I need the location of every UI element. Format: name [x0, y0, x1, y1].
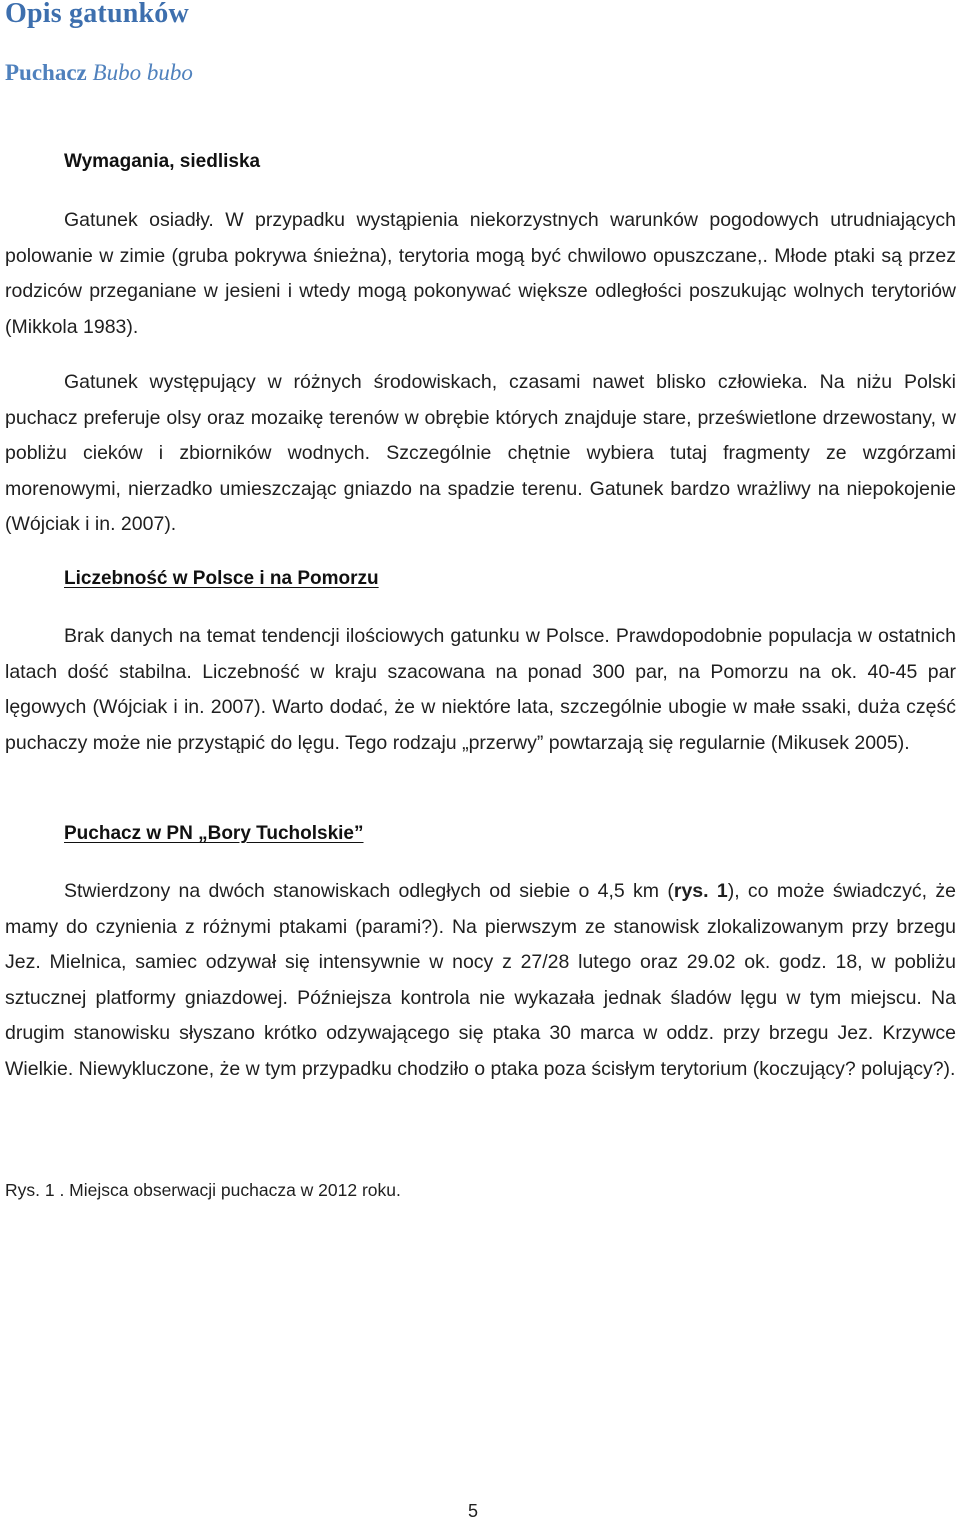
page-number: 5	[468, 1501, 479, 1521]
species-heading	[5, 60, 193, 86]
species-latin-name: Bubo bubo	[92, 60, 193, 85]
park-paragraph: Stwierdzony na dwóch stanowiskach odległych od siebie o 4,5 km (rys. 1), co może świadczyć, że mamy do czynienia z różnymi ptakami (parami?). Na pierwszym ze stanowisk zlokalizowanym przy brzegu Jez. Mielnica, samiec odzywał się intensywnie w nocy z 27/28 lutego oraz 29.02 ok. godz. 18, w pobliżu sztucznej platformy gniazdowej. Późniejsza kontrola nie wykazała jednak śladów lęgu w tym miejscu. Na drugim stanowisku słyszano krótko odzywającego się ptaka 30 marca w oddz. przy brzegu Jez. Krzywce Wielkie. Niewykluczone, że w tym przypadku chodziło o ptaka poza ścisłym terytorium (koczujący? polujący?).	[5, 880, 956, 1080]
habitat-paragraph-1: Gatunek osiadły. W przypadku wystąpienia niekorzystnych warunków pogodowych utrudniających polowanie w zimie (gruba pokrywa śnieżna), terytoria mogą być chwilowo opuszczane,. Młode ptaki są przez rodziców przeganiane w jesieni i wtedy mogą pokonywać większe odległości poszukując wolnych terytoriów (Mikkola 1983).	[5, 209, 956, 338]
page-title: Opis gatunków	[5, 0, 189, 29]
figure-reference: rys. 1	[673, 880, 728, 902]
habitat-heading: Wymagania, siedliska	[64, 151, 261, 172]
population-heading: Liczebność w Polsce i na Pomorzu	[64, 568, 379, 589]
population-paragraph: Brak danych na temat tendencji ilościowych gatunku w Polsce. Prawdopodobnie populacja w ostatnich latach dość stabilna. Liczebność w kraju szacowana na ponad 300 par, na Pomorzu na ok. 40-45 par lęgowych (Wójciak i in. 2007). Warto dodać, że w niektóre lata, szczególnie ubogie w małe ssaki, duża część puchaczy może nie przystąpić do lęgu. Tego rodzaju „przerwy” powtarzają się regularnie (Mikusek 2005).	[5, 625, 956, 754]
habitat-paragraph-2: Gatunek występujący w różnych środowiskach, czasami nawet blisko człowieka. Na niżu Polski puchacz preferuje olsy oraz mozaikę terenów w obrębie których znajduje stare, prześwietlone drzewostany, w pobliżu cieków i zbiorników wodnych. Szczególnie chętnie wybiera tutaj fragmenty ze wzgórzami morenowymi, nierzadko umieszczając gniazdo na spadzie terenu. Gatunek bardzo wrażliwy na niepokojenie (Wójciak i in. 2007).	[5, 371, 956, 535]
figure-caption: Rys. 1 . Miejsca obserwacji puchacza w 2012 roku.	[5, 1180, 401, 1200]
park-heading: Puchacz w PN „Bory Tucholskie”	[64, 823, 364, 844]
species-common-name: Puchacz	[5, 60, 87, 85]
